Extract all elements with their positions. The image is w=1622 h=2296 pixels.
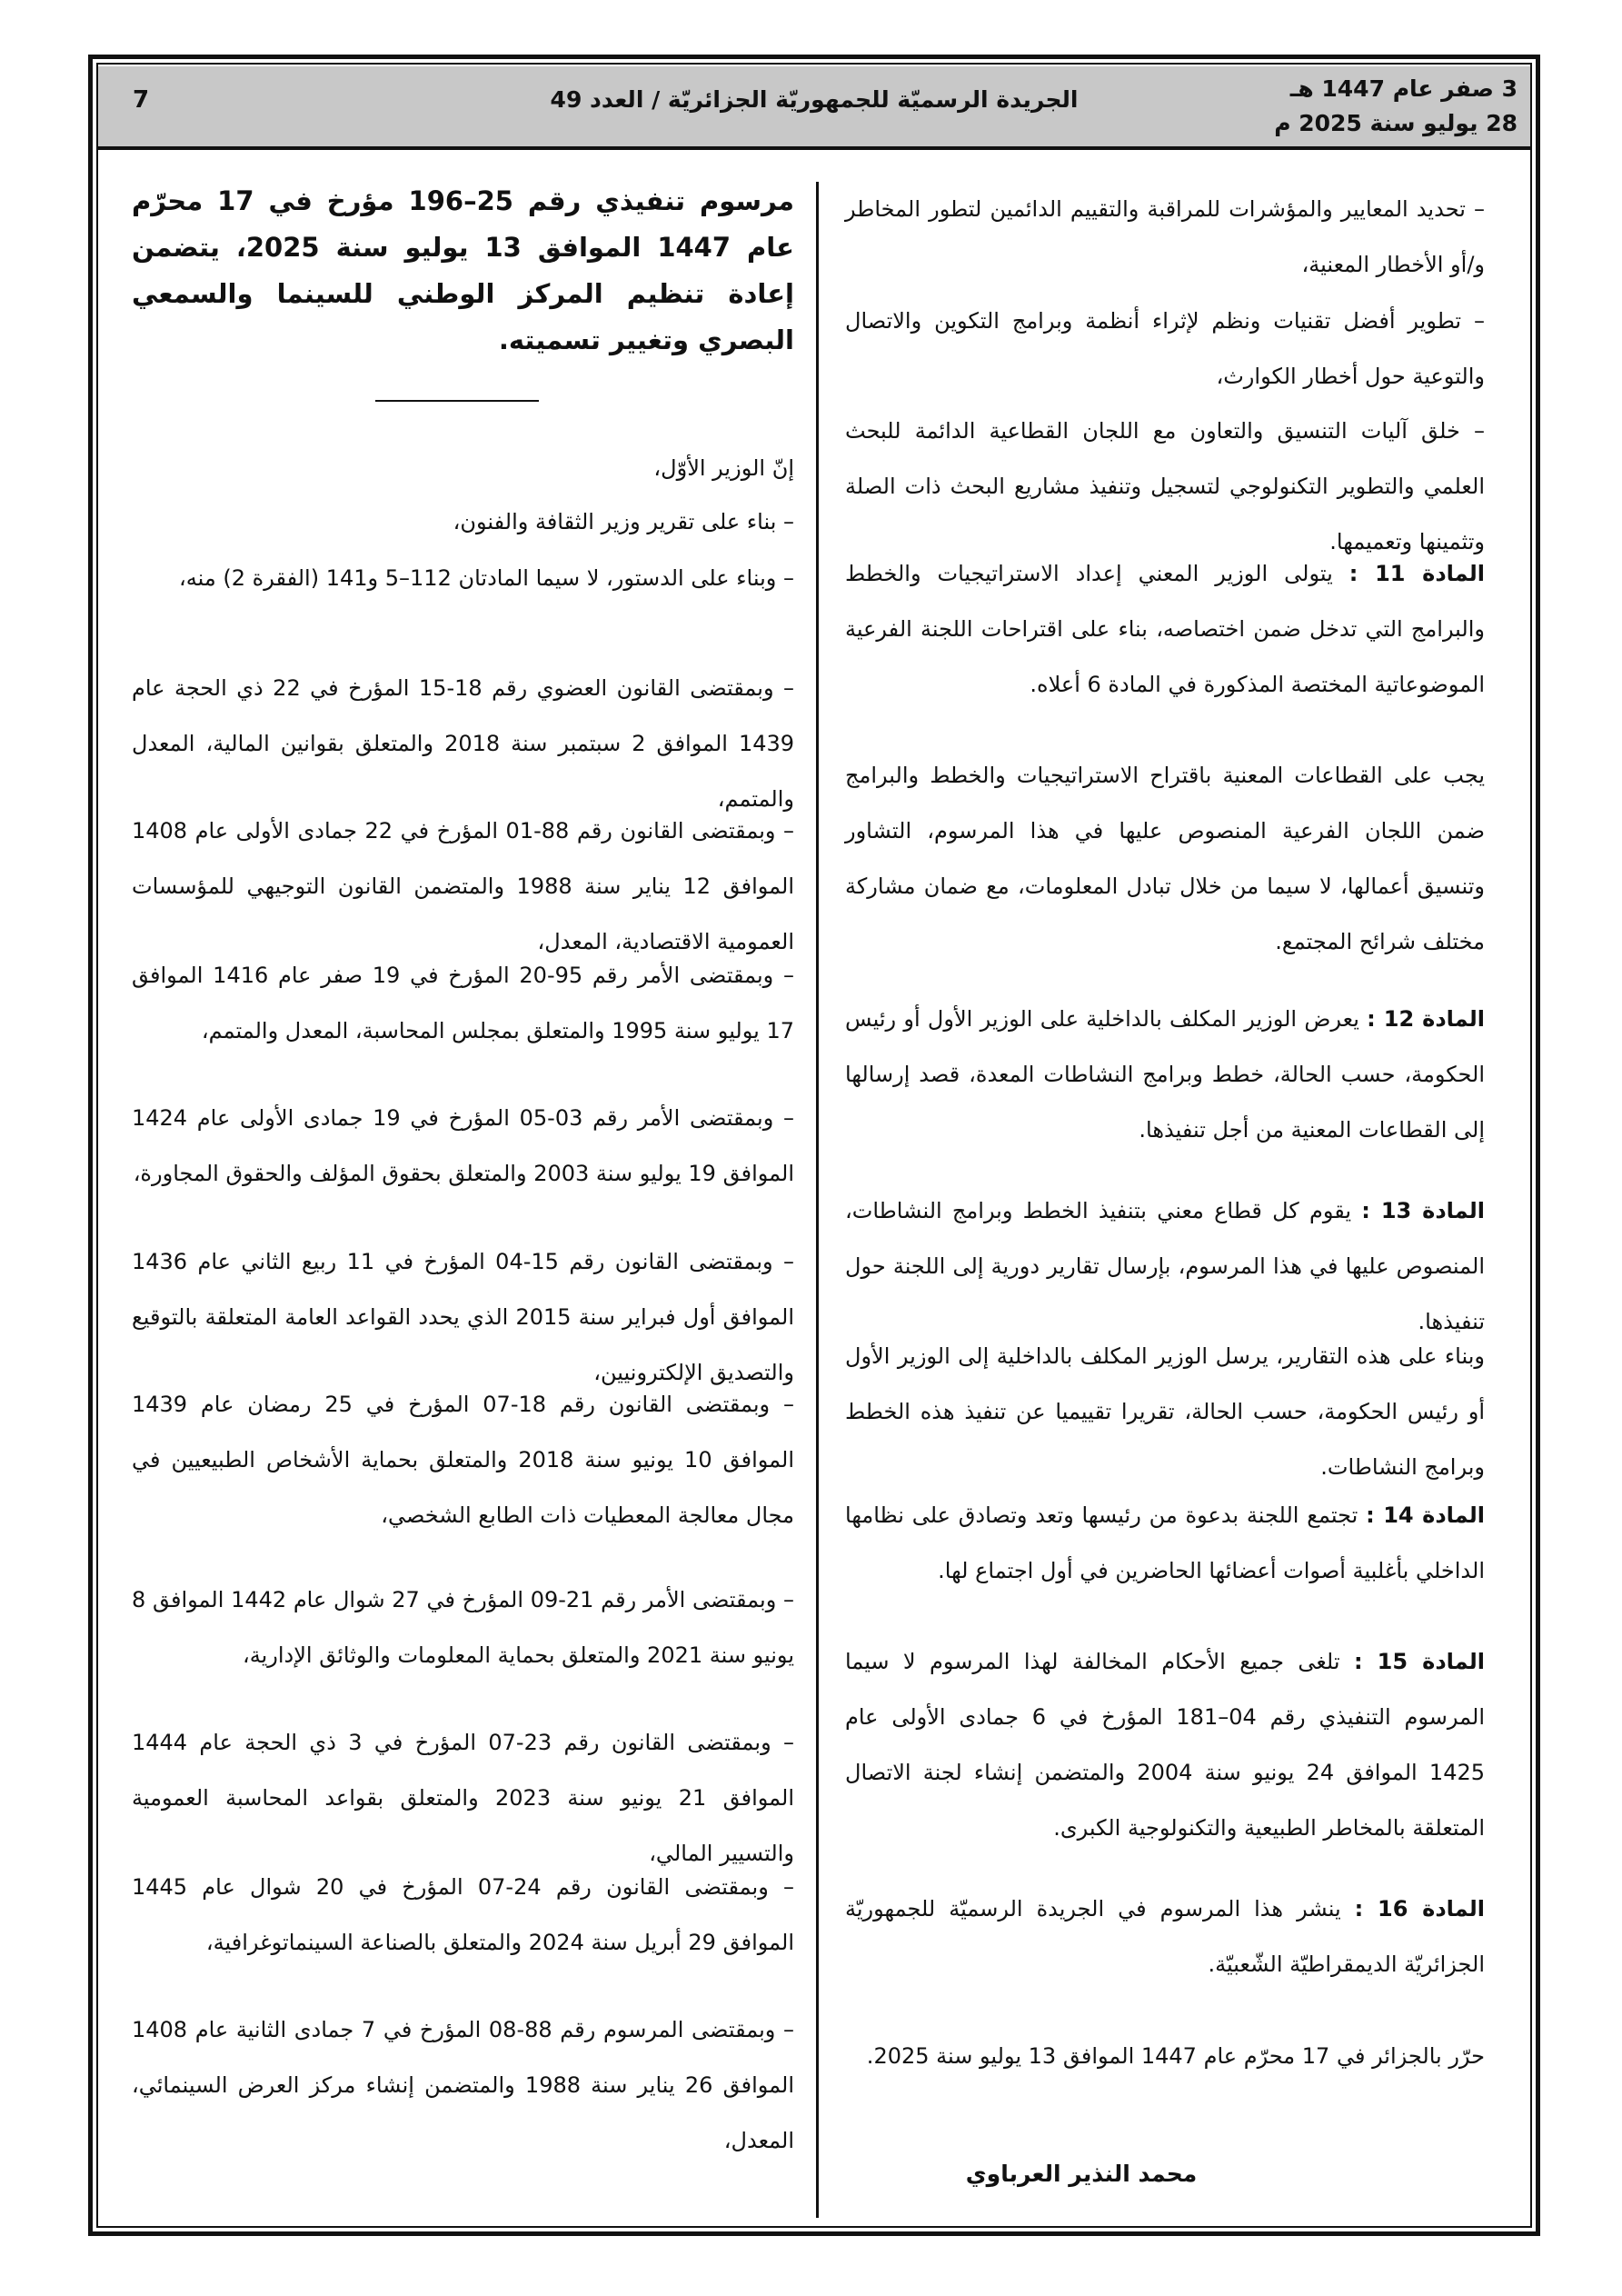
- left-paragraph: إنّ الوزير الأوّل،: [653, 455, 794, 481]
- article-13: المادة 13 : يقوم كل قطاع معني بتنفيذ الخطط وبرامج النشاطات، المنصوص عليها في هذا المرسوم، بإرسال تقارير دورية إلى اللجنة حول تنفيذها.: [845, 1198, 1486, 1334]
- left-paragraph: – وبمقتضى الأمر رقم 21-09 المؤرخ في 27 شوال عام 1442 الموافق 8 يونيو سنة 2021 والمتعلق بحماية المعلومات والوثائق الإدارية،: [132, 1587, 794, 1668]
- left-paragraph: – وبمقتضى المرسوم رقم 88-08 المؤرخ في 7 جمادى الثانية عام 1408 الموافق 26 يناير سنة 1988 والمتضمن إنشاء مركز العرض السينمائي، المعدل،: [132, 2017, 795, 2153]
- left-paragraph: – وبناء على الدستور، لا سيما المادتان 112–5 و141 (الفقرة 2) منه،: [179, 565, 794, 591]
- article-label: المادة 16 :: [1354, 1896, 1485, 1922]
- page-number: 7: [133, 86, 150, 114]
- left-paragraph: – بناء على تقرير وزير الثقافة والفنون،: [453, 509, 794, 534]
- left-paragraph: – وبمقتضى القانون رقم 88-01 المؤرخ في 22 جمادى الأولى عام 1408 الموافق 12 يناير سنة 1988 والمتضمن القانون التوجيهي للمؤسسات العمومية الاقتصادية، المعدل،: [132, 818, 795, 954]
- gregorian-date: 28 يوليو سنة 2025 م: [1274, 110, 1518, 136]
- left-paragraph: – وبمقتضى الأمر رقم 95-20 المؤرخ في 19 صفر عام 1416 الموافق 17 يوليو سنة 1995 والمتعلق بمجلس المحاسبة، المعدل والمتمم،: [132, 963, 794, 1043]
- article-label: المادة 15 :: [1353, 1649, 1485, 1674]
- article-11: المادة 11 : يتولى الوزير المعني إعداد الاستراتيجيات والخطط والبرامج التي تدخل ضمن اختصاصه، بناء على اقتراحات اللجنة الفرعية الموضوعاتية المختصة المذكورة في المادة 6 أعلاه.: [845, 561, 1485, 697]
- page-header: [98, 66, 1530, 150]
- column-divider: [816, 182, 819, 2218]
- article-label: المادة 11 :: [1348, 561, 1485, 586]
- left-paragraph: – وبمقتضى القانون رقم 24-07 المؤرخ في 20 شوال عام 1445 الموافق 29 أبريل سنة 2024 والمتعلق بالصناعة السينماتوغرافية،: [132, 1874, 795, 1955]
- left-paragraph: – وبمقتضى القانون رقم 15-04 المؤرخ في 11 ربيع الثاني عام 1436 الموافق أول فبراير سنة 2015 الذي يحدد القواعد العامة المتعلقة بالتوقيع والتصديق الإلكترونيين،: [132, 1249, 795, 1385]
- article-16: المادة 16 : ينشر هذا المرسوم في الجريدة الرسميّة للجمهوريّة الجزائريّة الديمقراطيّة الشّعبيّة.: [845, 1896, 1485, 1977]
- article-14: المادة 14 : تجتمع اللجنة بدعوة من رئيسها وتعد وتصادق على نظامها الداخلي بأغلبية أصوات أعضائها الحاضرين في أول اجتماع لها.: [845, 1502, 1485, 1583]
- left-paragraph: – وبمقتضى الأمر رقم 03-05 المؤرخ في 19 جمادى الأولى عام 1424 الموافق 19 يوليو سنة 2003 والمتعلق بحقوق المؤلف والحقوق المجاورة،: [132, 1105, 795, 1186]
- done-at: حرّر بالجزائر في 17 محرّم عام 1447 الموافق 13 يوليو سنة 2025.: [866, 2043, 1485, 2069]
- right-paragraph: – تحديد المعايير والمؤشرات للمراقبة والتقييم الدائمين لتطور المخاطر و/أو الأخطار المعنية،: [845, 196, 1485, 277]
- right-paragraph: وبناء على هذه التقارير، يرسل الوزير المكلف بالداخلية إلى الوزير الأول أو رئيس الحكومة، حسب الحالة، تقريرا تقييميا عن تنفيذ هذه الخطط وبرامج النشاطات.: [845, 1343, 1485, 1480]
- signature: محمد النذير العرباوي: [965, 2161, 1198, 2187]
- article-label: المادة 14 :: [1366, 1502, 1485, 1528]
- article-label: المادة 12 :: [1367, 1006, 1485, 1032]
- left-paragraph: – وبمقتضى القانون رقم 18-07 المؤرخ في 25 رمضان عام 1439 الموافق 10 يونيو سنة 2018 والمتعلق بحماية الأشخاص الطبيعيين في مجال معالجة المعطيات ذات الطابع الشخصي،: [132, 1392, 794, 1528]
- article-label: المادة 13 :: [1361, 1198, 1486, 1223]
- article-12: المادة 12 : يعرض الوزير المكلف بالداخلية على الوزير الأول أو رئيس الحكومة، حسب الحالة، خطط وبرامج النشاطات المعدة، قصد إرسالها إلى القطاعات المعنية من أجل تنفيذها.: [845, 1006, 1485, 1143]
- left-paragraph: – وبمقتضى القانون العضوي رقم 18-15 المؤرخ في 22 ذي الحجة عام 1439 الموافق 2 سبتمبر سنة 2018 والمتعلق بقوانين المالية، المعدل والمتمم،: [132, 675, 795, 812]
- hijri-date: 3 صفر عام 1447 هـ: [1289, 75, 1518, 102]
- article-15: المادة 15 : تلغى جميع الأحكام المخالفة لهذا المرسوم لا سيما المرسوم التنفيذي رقم 04–181 المؤرخ في 6 جمادى الأولى عام 1425 الموافق 24 يونيو سنة 2004 والمتضمن إنشاء لجنة الاتصال المتعلقة بالمخاطر الطبيعية والتكنولوجية الكبرى.: [845, 1649, 1486, 1841]
- right-paragraph: يجب على القطاعات المعنية باقتراح الاستراتيجيات والخطط والبرامج ضمن اللجان الفرعية المنصوص عليها في هذا المرسوم، التشاور وتنسيق أعمالها، لا سيما من خلال تبادل المعلومات، مع ضمان مشاركة مختلف شرائح المجتمع.: [845, 763, 1485, 954]
- decree-title: مرسوم تنفيذي رقم 25–196 مؤرخ في 17 محرّم عام 1447 الموافق 13 يوليو سنة 2025، يتضمن إعادة تنظيم المركز الوطني للسينما والسمعي البصري وتغيير تسميته.: [132, 185, 795, 355]
- title-divider: [375, 400, 539, 402]
- right-paragraph: – تطوير أفضل تقنيات ونظم لإثراء أنظمة وبرامج التكوين والاتصال والتوعية حول أخطار الكوارث،: [845, 308, 1485, 389]
- journal-title: الجريدة الرسميّة للجمهوريّة الجزائريّة / العدد 49: [550, 86, 1079, 113]
- left-paragraph: – وبمقتضى القانون رقم 23-07 المؤرخ في 3 ذي الحجة عام 1444 الموافق 21 يونيو سنة 2023 والمتعلق بقواعد المحاسبة العمومية والتسيير المالي،: [132, 1730, 795, 1866]
- right-paragraph: – خلق آليات التنسيق والتعاون مع اللجان القطاعية الدائمة للبحث العلمي والتطوير التكنولوجي لتسجيل وتنفيذ مشاريع البحث ذات الصلة وتثمينها وتعميمها.: [845, 418, 1485, 554]
